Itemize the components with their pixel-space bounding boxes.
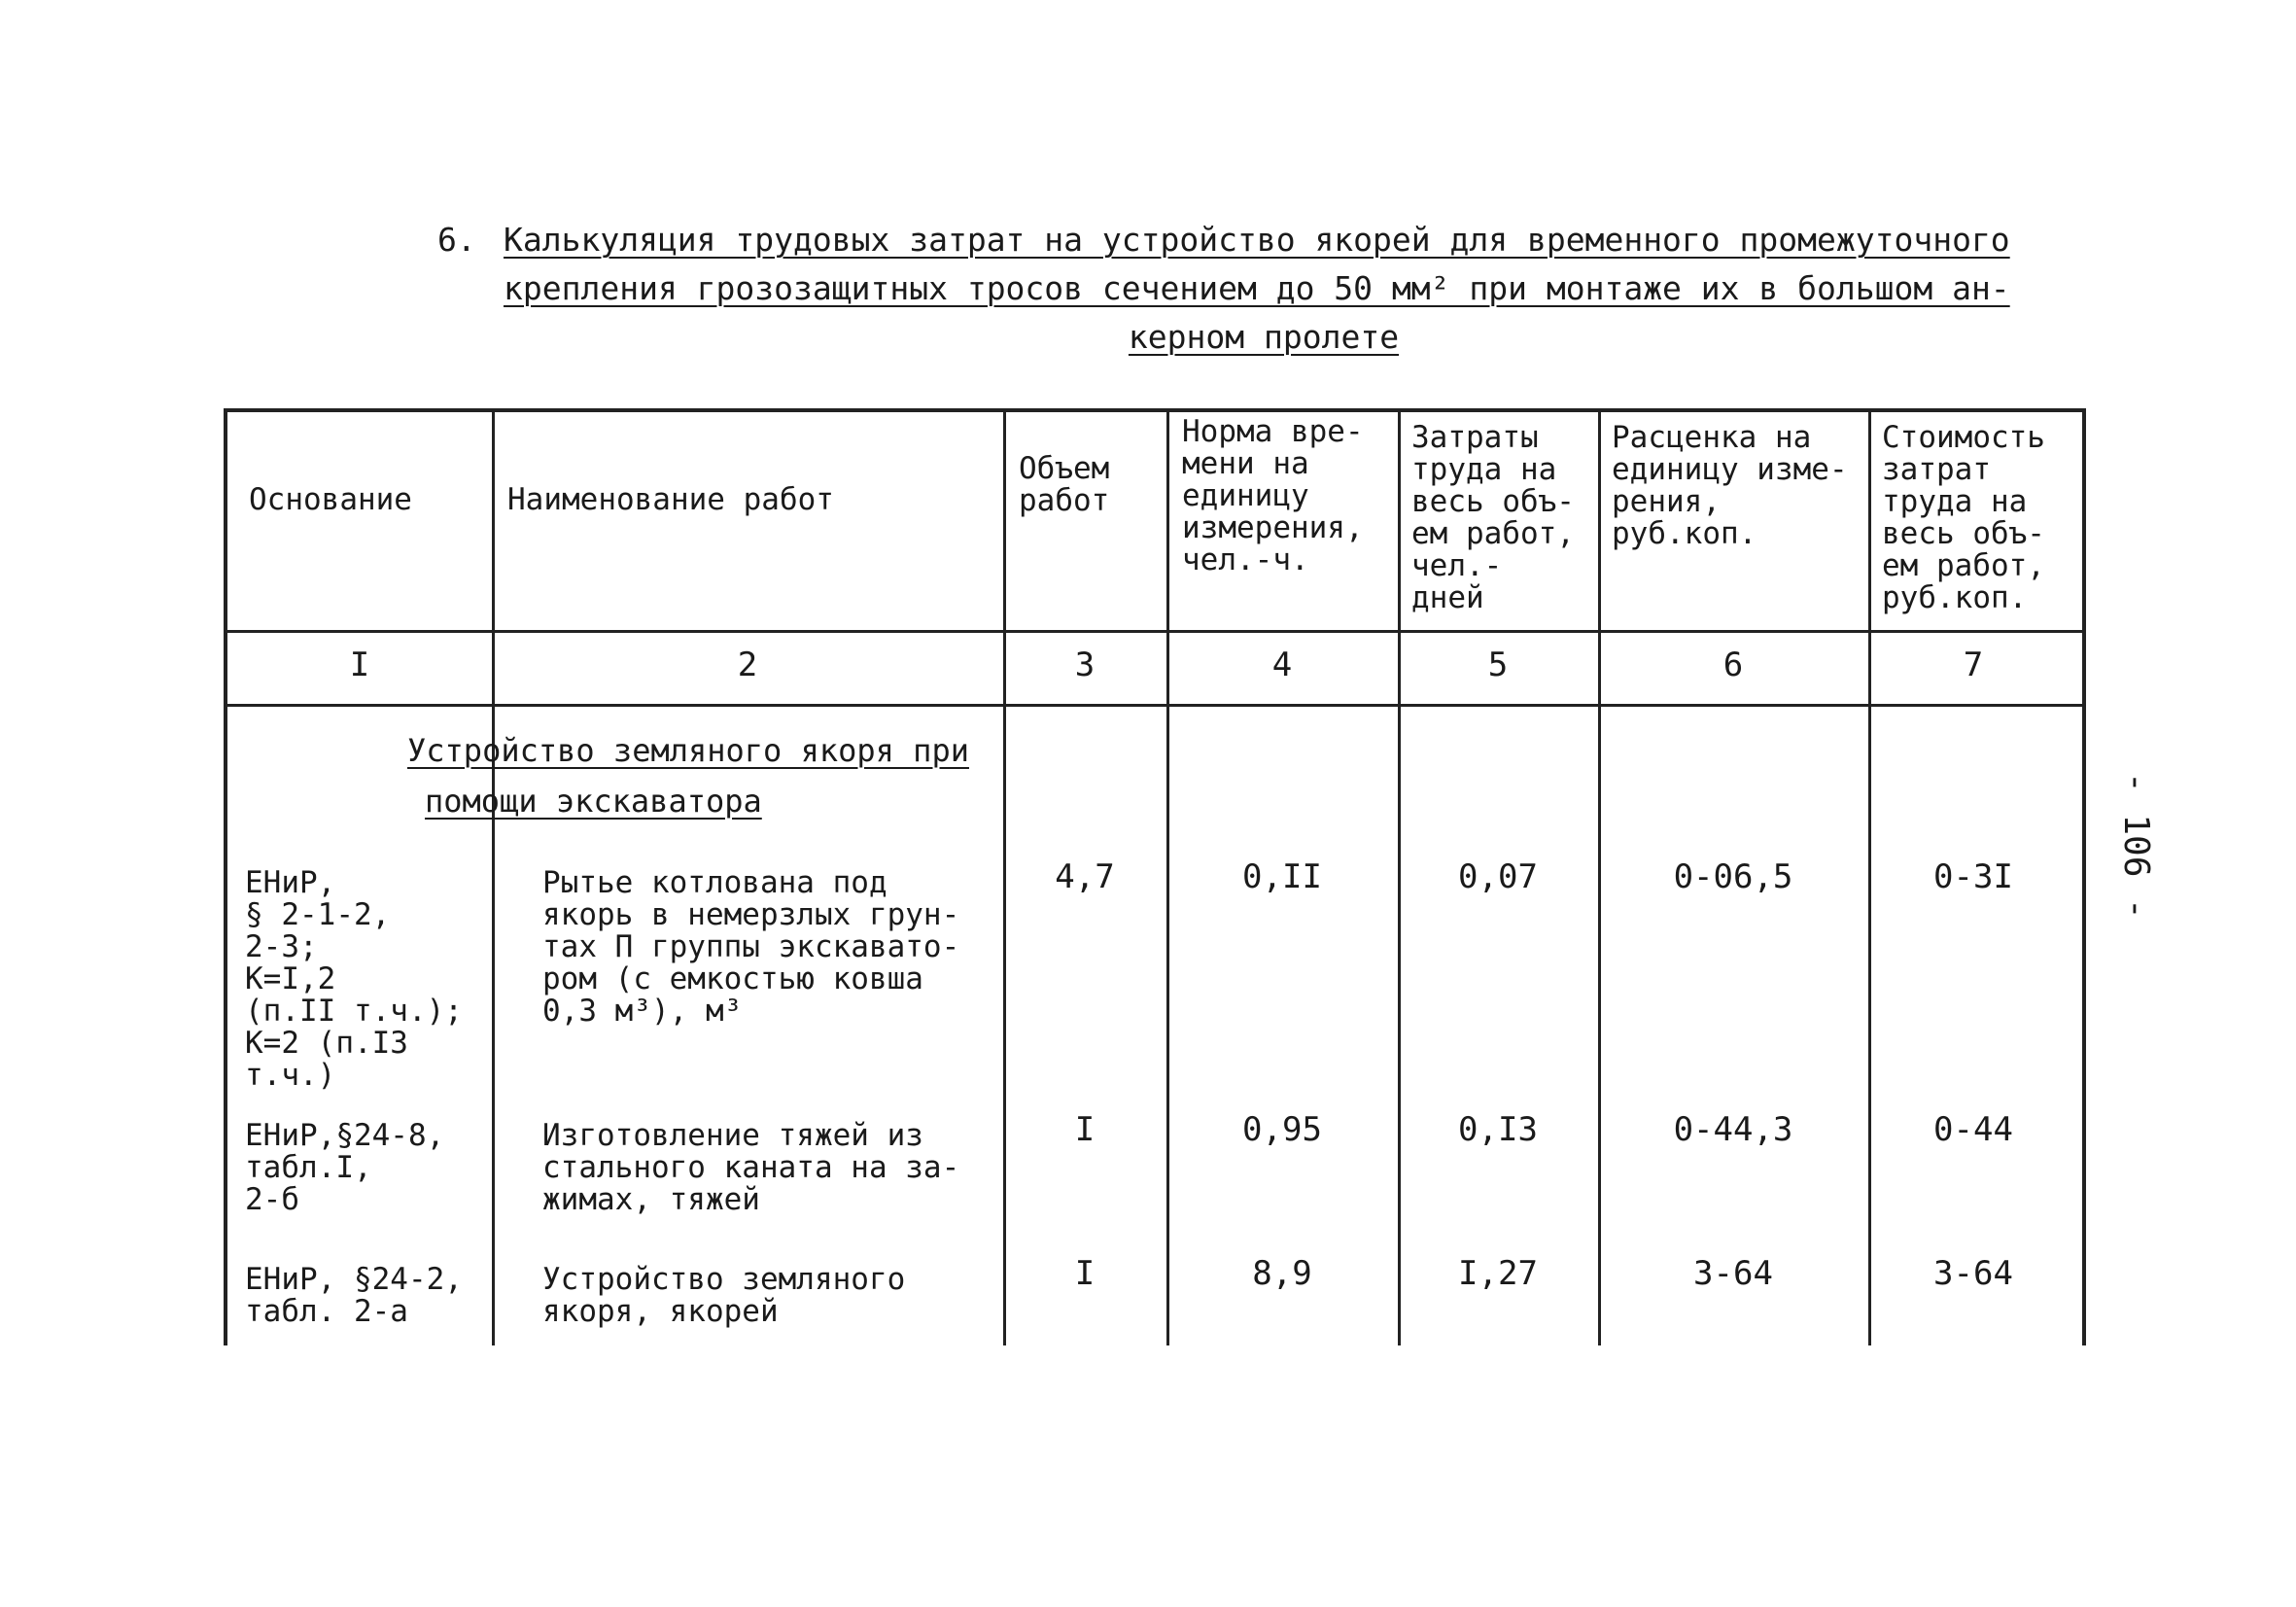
row-volume: I [1074, 1254, 1096, 1293]
title-line-3: керном пролете [1128, 318, 1400, 356]
index-1: I [349, 646, 370, 684]
index-4: 4 [1271, 646, 1293, 684]
index-5: 5 [1487, 646, 1509, 684]
index-2: 2 [737, 646, 758, 684]
header-work-name: Наименование работ [507, 482, 834, 517]
header-rate: Расценка на единицу изме- рения, руб.коп. [1612, 420, 1848, 551]
header-labor: Затраты труда на весь объ- ем работ, чел.- дней [1411, 420, 1575, 615]
index-3: 3 [1074, 646, 1096, 684]
row-time-norm: 0,95 [1242, 1110, 1322, 1149]
section-heading [407, 725, 1010, 826]
section-heading-line-2: помощи экскаватора [425, 783, 762, 820]
row-rate: 0-06,5 [1673, 857, 1793, 896]
title-number: 6. [437, 221, 476, 259]
page-number: - 106 - [2116, 772, 2156, 920]
row-labor: 0,I3 [1458, 1110, 1538, 1149]
row-work-name: Изготовление тяжей из стального каната на за- жимах, тяжей [542, 1118, 960, 1217]
row-basis: ЕНиР,§24-8, табл.I, 2-б [245, 1118, 445, 1217]
row-work-name: Рытье котлована под якорь в немерзлых грун- тах П группы экскавато- ром (с емкостью ковша 0,3 м³), м³ [542, 865, 960, 1029]
row-basis: ЕНиР, § 2-1-2, 2-3; К=I,2 (п.II т.ч.); К=2 (п.I3 т.ч.) [245, 865, 463, 1093]
row-labor: 0,07 [1458, 857, 1538, 896]
header-cost: Стоимость затрат труда на весь объ- ем работ, руб.коп. [1882, 420, 2045, 615]
section-heading-line-1: Устройство земляного якоря при [407, 732, 969, 769]
row-time-norm: 0,II [1242, 857, 1322, 896]
row-cost: 0-3I [1933, 857, 2013, 896]
index-divider [227, 704, 2082, 707]
row-rate: 0-44,3 [1673, 1110, 1793, 1149]
title-line-2: крепления грозозащитных тросов сечением до 50 мм² при монтаже их в большом ан- [504, 269, 2010, 307]
row-work-name: Устройство земляного якоря, якорей [542, 1262, 906, 1329]
header-time-norm: Норма вре- мени на единицу измерения, чел.-ч. [1182, 414, 1364, 577]
row-labor: I,27 [1458, 1254, 1538, 1293]
row-volume: 4,7 [1055, 857, 1115, 896]
row-cost: 0-44 [1933, 1110, 2013, 1149]
row-rate: 3-64 [1693, 1254, 1773, 1293]
index-7: 7 [1963, 646, 1984, 684]
index-6: 6 [1722, 646, 1744, 684]
title-line-1: Калькуляция трудовых затрат на устройство якорей для временного промежуточного [504, 221, 2010, 259]
column-divider [492, 412, 495, 1345]
document-title [437, 216, 2051, 362]
header-volume: Объем работ [1019, 451, 1110, 518]
row-time-norm: 8,9 [1252, 1254, 1312, 1293]
header-basis: Основание [249, 482, 412, 517]
header-divider [227, 630, 2082, 633]
row-volume: I [1074, 1110, 1096, 1149]
row-cost: 3-64 [1933, 1254, 2013, 1293]
labor-cost-table [224, 408, 2086, 1345]
row-basis: ЕНиР, §24-2, табл. 2-а [245, 1262, 463, 1329]
